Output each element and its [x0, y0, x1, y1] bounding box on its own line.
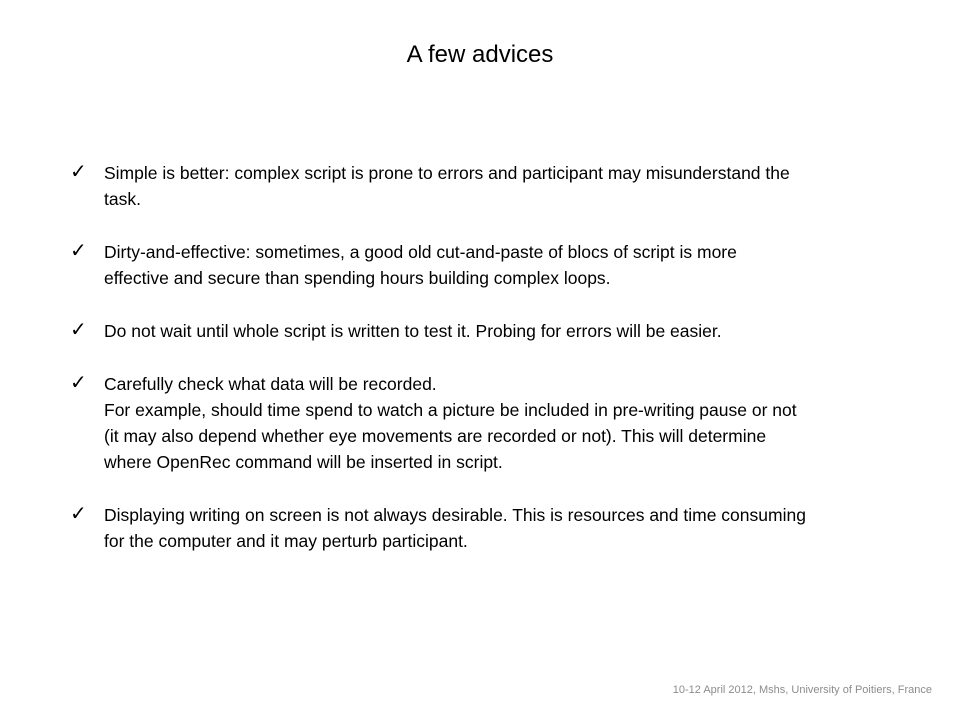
bullet-list	[66, 160, 896, 581]
bullet-text-line: Dirty-and-effective: sometimes, a good old cut-and-paste of blocs of script is more	[104, 242, 737, 262]
check-icon: ✓	[70, 317, 87, 341]
bullet-text-line: task.	[104, 189, 141, 209]
bullet-text-line: effective and secure than spending hours building complex loops.	[104, 268, 611, 288]
check-icon: ✓	[70, 501, 87, 525]
bullet-text-line: Carefully check what data will be recorded.	[104, 374, 437, 394]
bullet-item	[66, 318, 896, 344]
bullet-text-line: Displaying writing on screen is not always desirable. This is resources and time consuming	[104, 505, 806, 525]
bullet-text-line: For example, should time spend to watch a picture be included in pre-writing pause or not	[104, 400, 797, 420]
bullet-text-line: for the computer and it may perturb participant.	[104, 531, 468, 551]
bullet-text-line: Do not wait until whole script is written to test it. Probing for errors will be easier.	[104, 321, 722, 341]
check-icon: ✓	[70, 370, 87, 394]
bullet-text-line: Simple is better: complex script is prone to errors and participant may misunderstand the	[104, 163, 790, 183]
bullet-text-line: where OpenRec command will be inserted in script.	[104, 452, 503, 472]
bullet-item	[66, 371, 896, 475]
bullet-text-line: (it may also depend whether eye movements are recorded or not). This will determine	[104, 426, 767, 446]
bullet-item	[66, 160, 896, 212]
bullet-item	[66, 239, 896, 291]
slide-footer: 10-12 April 2012, Mshs, University of Poitiers, France	[672, 684, 932, 696]
slide-title: A few advices	[406, 41, 554, 68]
check-icon: ✓	[70, 238, 87, 262]
check-icon: ✓	[70, 159, 87, 183]
bullet-item	[66, 502, 896, 554]
